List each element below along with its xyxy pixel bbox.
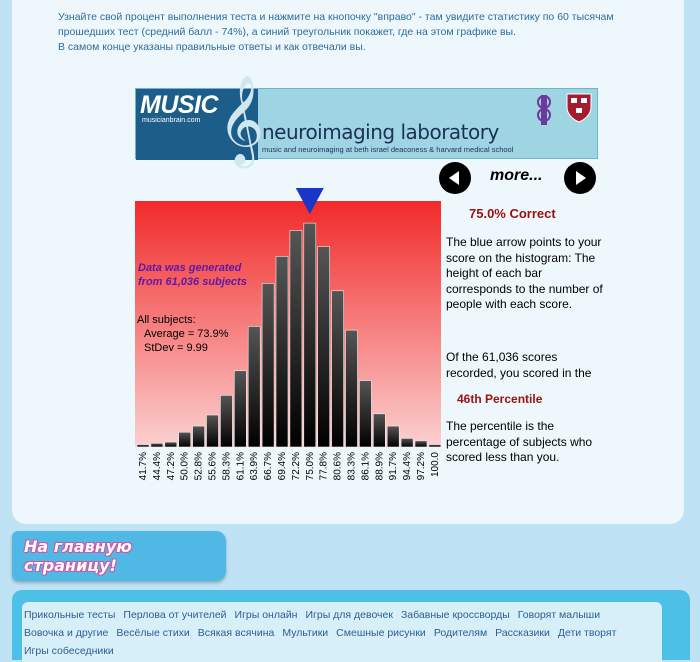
stats-stdev: StDev = 9.99 (144, 342, 208, 354)
chart-note-1: Data was generated (138, 262, 242, 274)
score-correct: 75.0% Correct (469, 206, 556, 221)
prev-arrow-button[interactable] (439, 162, 471, 194)
recorded-text: Of the 61,036 scores recorded, you scored in the (446, 350, 592, 380)
histogram-bar (276, 256, 288, 447)
x-tick-label: 91.7% (388, 452, 400, 481)
bidmc-emblem-icon (530, 93, 558, 127)
x-tick-label: 50.0% (179, 452, 191, 481)
x-tick-label: 69.4% (277, 452, 288, 481)
histogram-bar (290, 231, 302, 447)
histogram-bar (151, 443, 163, 447)
x-tick-label: 72.2% (290, 452, 302, 481)
histogram-bar (387, 426, 399, 447)
x-tick-label: 63.9% (249, 452, 261, 481)
harvard-shield-icon (566, 93, 592, 123)
x-tick-label: 100.0 (429, 452, 441, 478)
score-histogram (135, 186, 441, 486)
intro-line-2: прошедших тест (средний балл - 74%), а синий треугольник покажет, где на этом графике вы. (58, 26, 517, 38)
percentile-definition: The percentile is the percentage of subjects who scored less than you. (446, 419, 593, 464)
footer-link[interactable]: Перлова от учителей (123, 609, 227, 621)
histogram-bar (304, 223, 316, 447)
x-tick-label: 55.6% (207, 452, 219, 481)
footer-link[interactable]: Прикольные тесты (24, 609, 116, 621)
histogram-bar (207, 415, 219, 447)
footer-link[interactable]: Всякая всячина (197, 627, 275, 639)
histogram-bar (332, 291, 344, 447)
footer-link[interactable]: Рассказики (495, 627, 550, 639)
footer-link[interactable]: Дети творят (557, 627, 617, 639)
x-tick-label: 97.2% (416, 452, 427, 481)
x-tick-label: 61.1% (235, 452, 247, 481)
footer-links (24, 606, 664, 660)
intro-line-1: Узнайте свой процент выполнения теста и нажмите на кнопочку "вправо" - там увидите статистику по 60 тысячам (58, 11, 614, 23)
histogram-bar (429, 445, 441, 447)
chart-note-2: from 61,036 subjects (138, 276, 247, 288)
histogram-bar (248, 326, 260, 447)
histogram-bar (137, 445, 149, 447)
more-label: more... (490, 167, 543, 184)
x-tick-label: 86.1% (360, 452, 372, 481)
stats-average: Average = 73.9% (144, 328, 229, 340)
footer-link[interactable]: Говорят малыши (517, 609, 601, 621)
lab-title: neuroimaging laboratory (262, 120, 499, 144)
histogram-bar (401, 438, 413, 447)
x-tick-label: 47.2% (165, 452, 177, 481)
home-page-button[interactable] (12, 531, 226, 581)
x-tick-label: 52.8% (193, 452, 205, 481)
treble-clef-icon: 𝄞 (218, 75, 265, 165)
x-tick-label: 75.0% (304, 452, 316, 481)
footer-link[interactable]: Игры собеседники (24, 645, 114, 657)
intro-text (58, 10, 658, 55)
arrow-left-icon (446, 169, 464, 187)
histogram-svg (135, 186, 441, 486)
intro-line-3: В самом конце указаны правильные ответы и как отвечали вы. (58, 41, 366, 53)
x-tick-label: 77.8% (318, 452, 330, 481)
x-tick-label: 58.3% (221, 452, 233, 481)
music-logo-text: MUSIC (140, 91, 219, 119)
music-logo-url: musicianbrain.com (142, 117, 201, 124)
music-lab-banner (135, 75, 598, 165)
home-page-label: На главную страницу! (24, 537, 132, 575)
histogram-bar (193, 426, 205, 447)
histogram-bar (179, 432, 191, 447)
x-tick-label: 41.7% (138, 452, 149, 481)
percentile-label: 46th Percentile (457, 392, 543, 406)
histogram-bar (234, 371, 246, 447)
footer-link[interactable]: Игры онлайн (234, 609, 298, 621)
footer-link[interactable]: Смешные рисунки (336, 627, 426, 639)
x-tick-label: 88.9% (374, 452, 386, 481)
footer-link[interactable]: Забавные кроссворды (400, 609, 510, 621)
histogram-bar (373, 414, 385, 447)
histogram-bar (262, 283, 274, 447)
histogram-bar (415, 441, 427, 447)
lab-subtitle: music and neuroimaging at beth israel deaconess & harvard medical school (262, 145, 514, 154)
next-arrow-button[interactable] (564, 162, 596, 194)
histogram-bar (346, 330, 358, 447)
footer-link[interactable]: Родителям (433, 627, 488, 639)
histogram-bar (318, 247, 330, 447)
footer-link[interactable]: Игры для девочек (305, 609, 393, 621)
x-tick-label: 80.6% (332, 452, 344, 481)
stats-label: All subjects: (137, 314, 196, 326)
histogram-bar (165, 442, 177, 447)
arrow-right-icon (571, 169, 589, 187)
histogram-bar (220, 395, 232, 447)
histogram-bar (359, 381, 371, 447)
x-tick-label: 94.4% (402, 452, 414, 481)
histogram-explanation: The blue arrow points to your score on the histogram: The height of each bar corresponds to the number of people with each score. (446, 235, 603, 311)
footer-link[interactable]: Вовочка и другие (24, 627, 109, 639)
x-tick-label: 83.3% (346, 452, 358, 481)
x-tick-label: 44.4% (151, 452, 163, 481)
footer-link[interactable]: Мультики (282, 627, 329, 639)
x-tick-label: 66.7% (263, 452, 275, 481)
footer-link[interactable]: Весёлые стихи (116, 627, 190, 639)
